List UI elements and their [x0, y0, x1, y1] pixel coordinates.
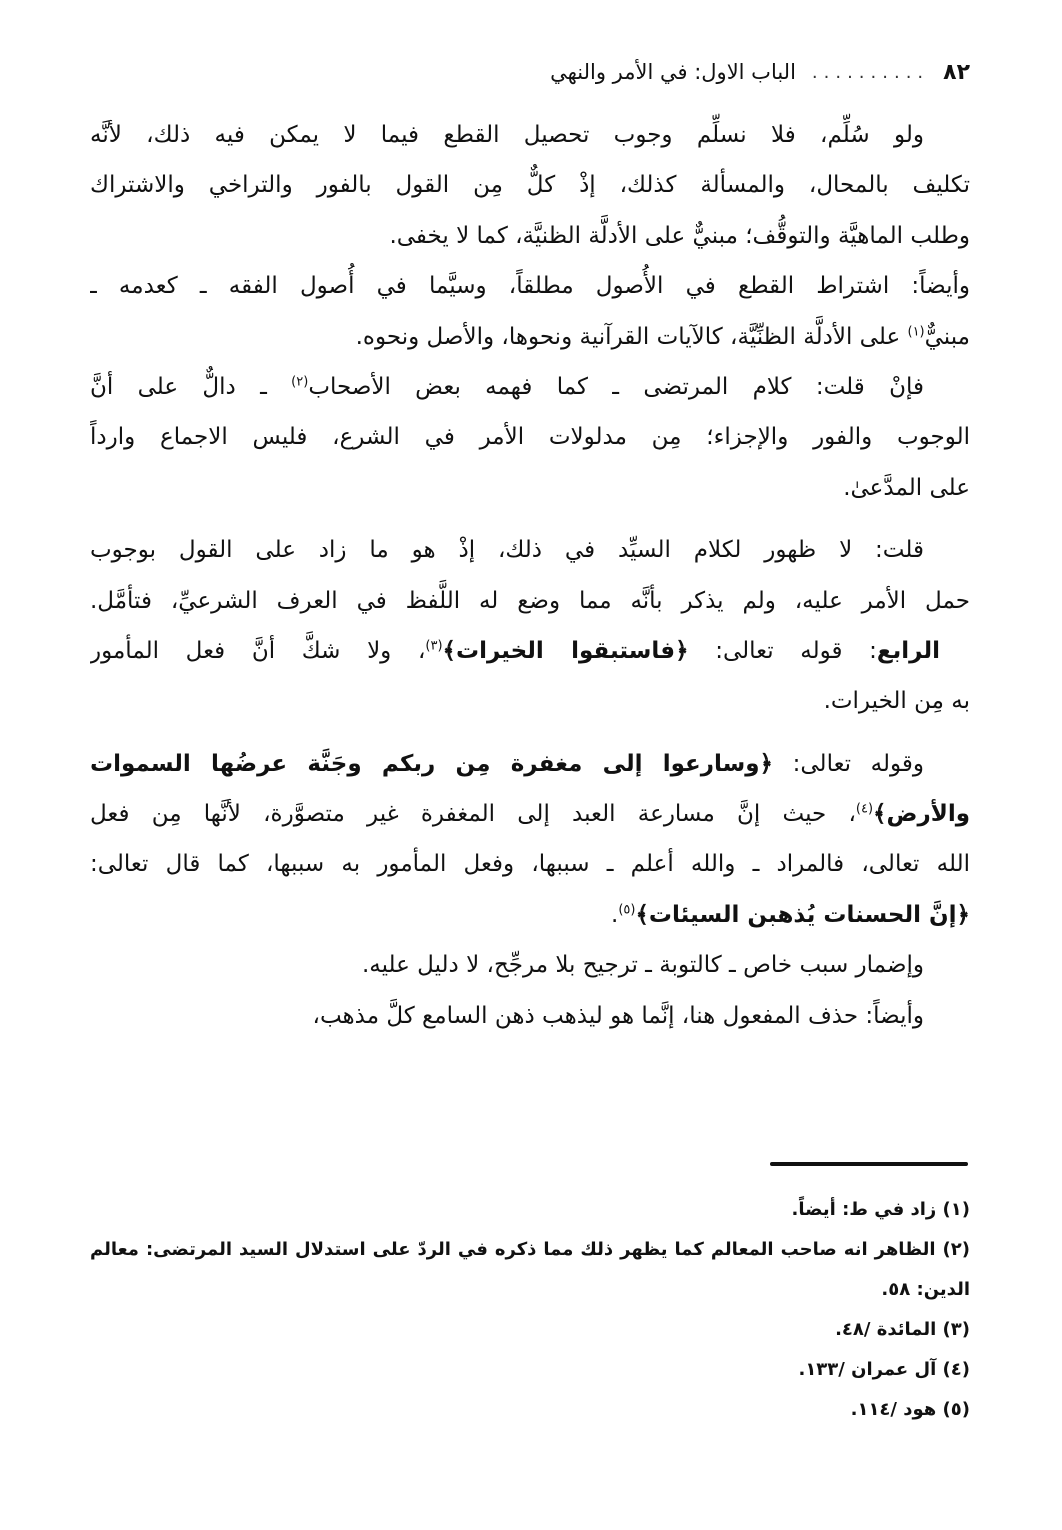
text-line: [90, 576, 970, 626]
footnotes: [90, 1190, 970, 1430]
text-segment: به مِن الخيرات.: [823, 688, 970, 715]
footnote: (٥) هود /١١٤.: [850, 1399, 970, 1420]
footnote: (٢) الظاهر انه صاحب المعالم كما يظهر ذلك مما ذكره في الردّ على استدلال السيد المرتضى: معالم: [90, 1239, 970, 1260]
text-line: [90, 676, 970, 726]
text-line: [90, 626, 970, 676]
header-leader-dots: ..........: [811, 61, 930, 83]
footnote-separator: [770, 1162, 968, 1166]
footnote-ref: (٤): [855, 801, 874, 817]
text-segment: قلت: لا ظهور لكلام السيِّد في ذلك، إذْ هو ما زاد على القول بوجوب: [90, 537, 924, 564]
text-segment: وإضمار سبب خاص ـ كالتوبة ـ ترجيح بلا مرجِّح، لا دليل عليه.: [361, 952, 924, 979]
footnote: (٤) آل عمران /١٣٣.: [798, 1359, 970, 1380]
text-segment: وأيضاً: اشتراط القطع في الأُصول مطلقاً، وسيَّما في أُصول الفقه ـ كعدمه ـ: [90, 273, 970, 300]
text-segment: : قوله تعالى:: [688, 637, 877, 664]
text-line: [90, 110, 970, 160]
text-line: [90, 739, 970, 789]
text-line: [90, 890, 970, 940]
text-segment: .: [611, 901, 619, 928]
text-segment: ولو سُلِّم، فلا نسلِّم وجوب تحصيل القطع فيما لا يمكن فيه ذلك، لأنَّه: [90, 122, 924, 148]
text-line: [90, 261, 970, 311]
emphasized-text: ﴿وسارعوا إلى مغفرة مِن ربكم وجَنَّة عرضُها السموات: [90, 750, 774, 777]
text-line: [90, 991, 970, 1041]
text-segment: الله تعالى، فالمراد ـ والله أعلم ـ سببها، وفعل المأمور به سببها، كما قال تعالى:: [90, 851, 970, 878]
footnote-ref: (١): [907, 323, 925, 339]
footnote-ref: (٢): [291, 374, 309, 390]
chapter-title: الباب الاول: في الأمر والنهي: [550, 60, 796, 84]
text-segment: مبنيٌّ: [924, 323, 970, 350]
footnote: (٣) المائدة /٤٨.: [835, 1319, 970, 1340]
emphasized-text: ﴿إنَّ الحسنات يُذهبن السيئات﴾: [635, 901, 970, 928]
text-line: [90, 525, 970, 575]
text-segment: ـ دالٌّ على أنَّ: [90, 373, 292, 400]
text-line: [90, 362, 970, 412]
text-segment: الوجوب والفور والإجزاء؛ مِن مدلولات الأمر في الشرع، فليس الاجماع وارداً: [90, 424, 970, 451]
footnote-ref: (٥): [618, 902, 636, 918]
text-line: [90, 463, 970, 513]
emphasized-text: والأرض﴾: [873, 801, 970, 828]
text-segment: وقوله تعالى:: [773, 750, 924, 777]
text-segment: حمل الأمر عليه، ولم يذكر بأنَّه مما وضع له اللَّفظ في العرف الشرعيِّ، فتأمَّل.: [90, 587, 970, 614]
text-line: [90, 839, 970, 889]
emphasized-text: الرابع: [876, 637, 940, 664]
running-header: [90, 52, 970, 92]
footnote: الدين: ٥٨.: [881, 1279, 970, 1300]
text-segment: وطلب الماهيَّة والتوقُّف؛ مبنيٌّ على الأدلَّة الظنيَّة، كما لا يخفى.: [389, 222, 970, 249]
main-text: [90, 110, 970, 1041]
text-segment: تكليف بالمحال، والمسألة كذلك، إذْ كلٌّ مِن القول بالفور والتراخي والاشتراك: [90, 172, 970, 199]
text-line: [90, 789, 970, 839]
text-segment: ، حيث إنَّ مسارعة العبد إلى المغفرة غير متصوَّرة، لأنَّها مِن فعل: [90, 801, 856, 828]
text-line: [90, 160, 970, 210]
emphasized-text: ﴿فاستبقوا الخيرات﴾: [442, 637, 689, 664]
footnote-ref: (٣): [425, 638, 443, 654]
text-line: [90, 412, 970, 462]
text-line: [90, 211, 970, 261]
text-segment: ، ولا شكَّ أنَّ فعل المأمور: [90, 637, 426, 664]
text-line: [90, 940, 970, 990]
text-segment: على المدَّعىٰ.: [843, 474, 970, 501]
text-segment: فإنْ قلت: كلام المرتضى ـ كما فهمه بعض الأصحاب: [308, 373, 924, 400]
page-number: ٨٢: [943, 59, 970, 85]
text-line: [90, 312, 970, 362]
footnote: (١) زاد في ط: أيضاً.: [791, 1199, 970, 1220]
text-segment: على الأدلَّة الظنِّيَّة، كالآيات القرآنية ونحوها، والأصل ونحوه.: [355, 323, 908, 350]
text-segment: وأيضاً: حذف المفعول هنا، إنَّما هو ليذهب ذهن السامع كلَّ مذهب،: [312, 1002, 924, 1029]
